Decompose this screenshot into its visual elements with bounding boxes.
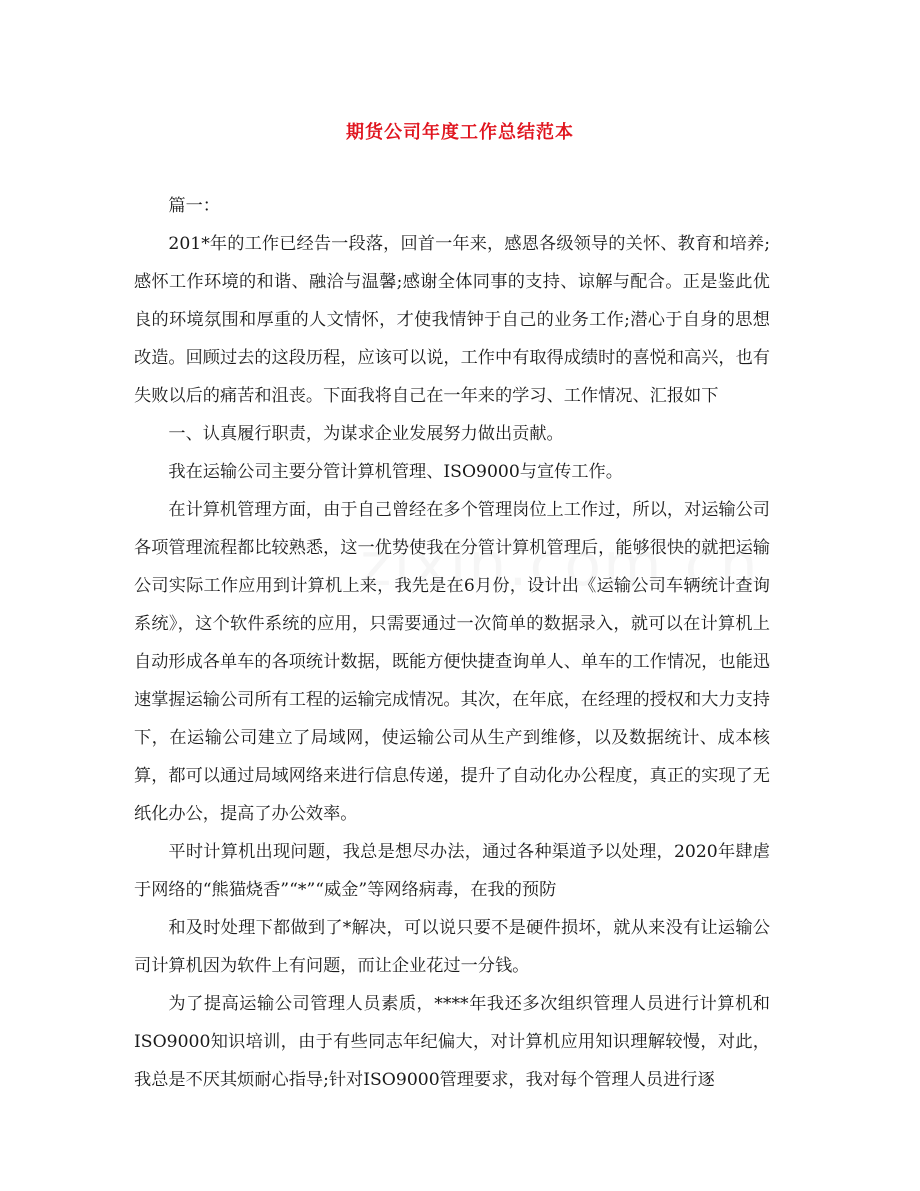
paragraph: 平时计算机出现问题，我总是想尽办法，通过各种渠道予以处理，2020年肆虐于网络的“熊猫烧香”“*”“威金”等网络病毒，在我的预防 [134, 842, 770, 900]
paragraph: 在计算机管理方面，由于自己曾经在多个管理岗位上工作过，所以，对运输公司各项管理流程都比较熟悉，这一优势使我在分管计算机管理后，能够很快的就把运输公司实际工作应用到计算机上来，我先是在6月份，设计出《运输公司车辆统计查询系统》，这个软件系统的应用，只需要通过一次简单的数据录入，就可以在计算机上自动形成各单车的各项统计数据，既能方便快捷查询单人、单车的工作情况，也能迅速掌握运输公司所有工程的运输完成情况。其次，在年底，在经理的授权和大力支持下，在运输公司建立了局域网，使运输公司从生产到维修，以及数据统计、成本核算，都可以通过局域网络来进行信息传递，提升了自动化办公程度，真正的实现了无纸化办公，提高了办公效率。 [134, 500, 770, 824]
paragraph-heading-1: 一、认真履行职责，为谋求企业发展努力做出贡献。 [168, 424, 564, 444]
document-body [134, 187, 770, 1099]
paragraph: 我在运输公司主要分管计算机管理、ISO9000与宣传工作。 [168, 462, 623, 482]
paragraph: 为了提高运输公司管理人员素质，****年我还多次组织管理人员进行计算机和ISO9000知识培训，由于有些同志年纪偏大，对计算机应用知识理解较慢，对此，我总是不厌其烦耐心指导;针对ISO9000管理要求，我对每个管理人员进行逐 [134, 994, 770, 1090]
paragraph-intro: 201*年的工作已经告一段落，回首一年来，感恩各级领导的关怀、教育和培养;感怀工作环境的和谐、融洽与温馨;感谢全体同事的支持、谅解与配合。正是鉴此优良的环境氛围和厚重的人文情怀，才使我情钟于自己的业务工作;潜心于自身的思想改造。回顾过去的这段历程，应该可以说，工作中有取得成绩时的喜悦和高兴，也有失败以后的痛苦和沮丧。下面我将自己在一年来的学习、工作情况、汇报如下 [134, 234, 770, 406]
paragraph-section-label: 篇一： [168, 196, 220, 216]
document-title: 期货公司年度工作总结范本 [346, 122, 574, 143]
paragraph: 和及时处理下都做到了*解决，可以说只要不是硬件损坏，就从来没有让运输公司计算机因为软件上有问题，而让企业花过一分钱。 [134, 918, 770, 976]
